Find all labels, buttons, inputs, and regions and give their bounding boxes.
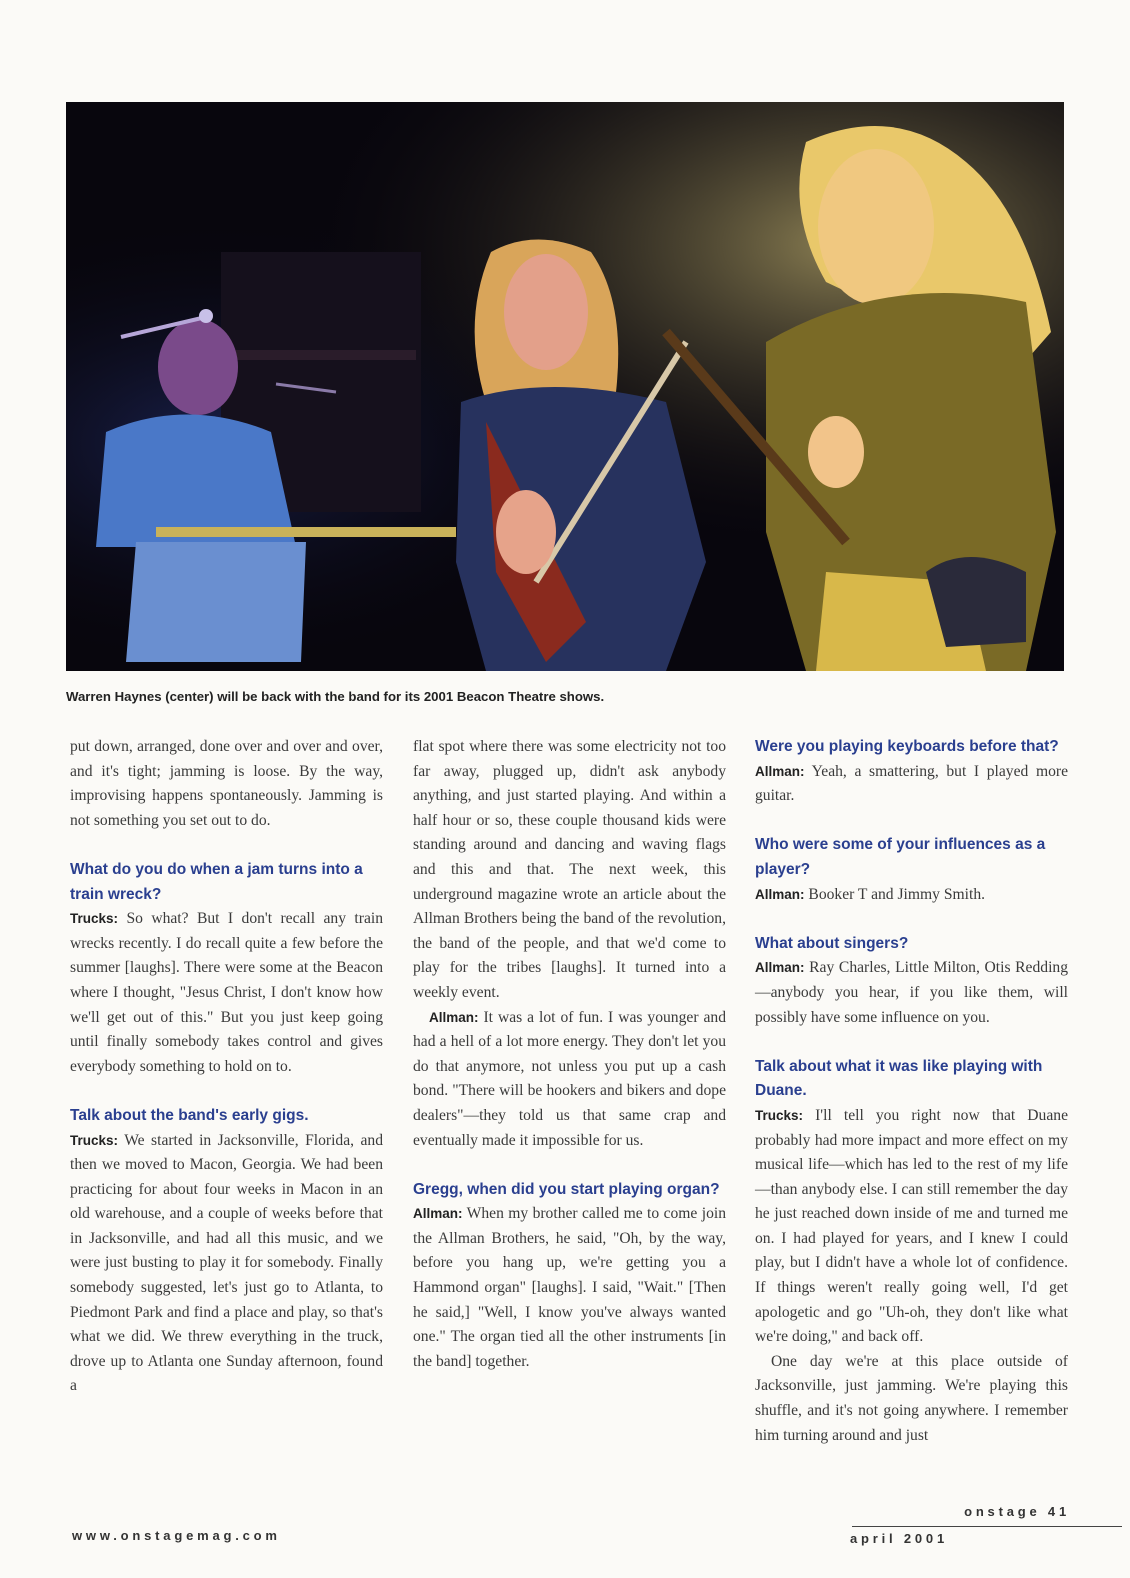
page-number: onstage 41 [964, 1504, 1070, 1519]
footer-url: www.onstagemag.com [72, 1528, 281, 1543]
answer-text: Ray Charles, Little Milton, Otis Redding—anybody you hear, if you like them, will possibly have some influence on you. [755, 959, 1068, 1026]
text-column-3 [755, 735, 1068, 1448]
concert-photo-illustration [66, 102, 1064, 671]
footer-folio [850, 1504, 1122, 1546]
speaker-label: Allman: [755, 960, 805, 976]
speaker-label: Allman: [755, 886, 805, 902]
text-column-1 [70, 735, 383, 1399]
answer-paragraph [413, 1202, 726, 1374]
answer-text: We started in Jacksonville, Florida, and then we moved to Macon, Georgia. We had been practicing for about four weeks in Macon in an old warehouse, and a couple of weeks before that in Jacksonville, and had all this music, and we were just busting to play it for somebody. Finally somebody suggested, let's just go to Atlanta, to Piedmont Park and find a place and play, so that's what we did. We threw everything in the truck, drove up to Atlanta one Sunday afternoon, found a [70, 1131, 383, 1395]
answer-paragraph [755, 1104, 1068, 1350]
text-column-2 [413, 735, 726, 1374]
speaker-label: Trucks: [70, 911, 119, 927]
question-heading: Were you playing keyboards before that? [755, 738, 1059, 755]
question-heading: Who were some of your influences as a player? [755, 836, 1046, 878]
answer-text: It was a lot of fun. I was younger and had a hell of a lot more energy. They don't let you do that anymore, not unless you put up a cash bond. "There will be hookers and bikers and dope dealers"—they told us that same crap and eventually made it impossible for us. [413, 1008, 726, 1149]
answer-paragraph [70, 907, 383, 1079]
paragraph: put down, arranged, done over and over and over, and it's tight; jamming is loose. By the way, improvising happens spontaneously. Jamming is not something you set out to do. [70, 738, 383, 829]
answer-text: I'll tell you right now that Duane probably had more impact and more effect on my musical life—which has led to the rest of my life—than anybody else. I can still remember the day he just reached down inside of me and turned me on. I had played for years, and I knew I could play, but I didn't have a whole lot of confidence. If things weren't really going well, I'd get apologetic and go "Uh-oh, they don't like what we're doing," and back off. [755, 1106, 1068, 1346]
answer-paragraph [755, 760, 1068, 809]
answer-text: When my brother called me to come join the Allman Brothers, he said, "Oh, by the way, before you hang up, we're getting you a Hammond organ" [laughs]. I said, "Wait." [Then he said,] "Well, I know you've always wanted one." The organ tied all the other instruments [in the band] together. [413, 1205, 726, 1370]
photo-caption: Warren Haynes (center) will be back with the band for its 2001 Beacon Theatre shows. [66, 689, 605, 704]
answer-text: Yeah, a smattering, but I played more guitar. [755, 762, 1068, 805]
question-heading: Talk about what it was like playing with Duane. [755, 1057, 1043, 1100]
issue-date: april 2001 [850, 1531, 948, 1546]
answer-text: So what? But I don't recall any train wrecks recently. I do recall quite a few before the summer [laughs]. There were some at the Beacon where I thought, "Jesus Christ, I don't know how we'll get out of this." But you just keep going until finally somebody takes control and gives everybody something to hold on to. [70, 910, 383, 1075]
answer-paragraph [413, 1006, 726, 1154]
answer-paragraph [755, 956, 1068, 1030]
paragraph: flat spot where there was some electricity not too far away, plugged up, didn't ask anybody anything, and just started playing. And within a half hour or so, these couple thousand kids were standing around and dancing and waving flags and this and that. The next week, this underground magazine wrote an article about the Allman Brothers being the band of the revolution, the band of the people, and that we'd come to play for the tribes [laughs]. It turned into a weekly event. [413, 738, 726, 1001]
answer-paragraph [70, 1129, 383, 1400]
footer-divider [852, 1526, 1122, 1527]
question-heading: Talk about the band's early gigs. [70, 1106, 309, 1124]
question-heading: What about singers? [755, 934, 909, 952]
answer-paragraph [755, 883, 1068, 908]
question-heading: What do you do when a jam turns into a train wreck? [70, 860, 363, 903]
question-heading: Gregg, when did you start playing organ? [413, 1180, 720, 1198]
speaker-label: Trucks: [70, 1132, 119, 1148]
paragraph: One day we're at this place outside of Jacksonville, just jamming. We're playing this shuffle, and it's not going anywhere. I remember him turning around and just [755, 1352, 1068, 1444]
speaker-label: Allman: [413, 1206, 463, 1222]
answer-text: Booker T and Jimmy Smith. [804, 885, 986, 903]
speaker-label: Allman: [429, 1009, 479, 1025]
concert-photo [66, 102, 1064, 671]
speaker-label: Trucks: [755, 1107, 804, 1123]
speaker-label: Allman: [755, 763, 805, 779]
